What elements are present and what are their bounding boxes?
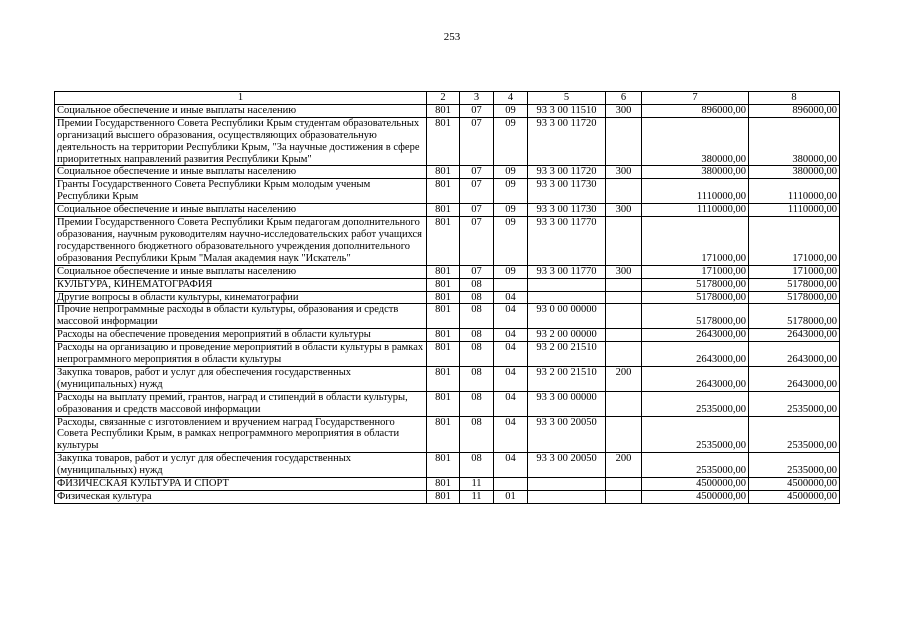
amount-cell: 5178000,00 [642,304,749,329]
table-row [55,278,840,291]
expense-type-cell [606,391,642,416]
amount-cell: 2643000,00 [642,329,749,342]
amount-cell: 380000,00 [642,117,749,166]
target-article-cell [528,491,606,504]
subsection-code-cell: 09 [494,179,528,204]
expense-type-cell [606,342,642,367]
admin-code-cell: 801 [427,329,460,342]
item-name-cell: Другие вопросы в области культуры, кинематографии [55,291,427,304]
section-code-cell: 11 [460,491,494,504]
section-code-cell: 08 [460,416,494,453]
item-name-cell: Прочие непрограммные расходы в области культуры, образования и средств массовой информации [55,304,427,329]
target-article-cell: 93 3 00 11730 [528,179,606,204]
expense-type-cell: 300 [606,166,642,179]
amount-cell: 5178000,00 [749,291,840,304]
amount-cell: 1110000,00 [642,179,749,204]
item-name-cell: Социальное обеспечение и иные выплаты населению [55,104,427,117]
amount-cell: 2535000,00 [642,453,749,478]
amount-cell: 4500000,00 [642,478,749,491]
item-name-cell: Расходы на обеспечение проведения мероприятий в области культуры [55,329,427,342]
subsection-code-cell: 04 [494,329,528,342]
subsection-code-cell: 01 [494,491,528,504]
admin-code-cell: 801 [427,366,460,391]
expense-type-cell [606,179,642,204]
section-code-cell: 07 [460,204,494,217]
amount-cell: 2643000,00 [749,366,840,391]
amount-cell: 171000,00 [749,265,840,278]
expense-type-cell: 300 [606,204,642,217]
expense-type-cell: 300 [606,265,642,278]
section-code-cell: 11 [460,478,494,491]
item-name-cell: Социальное обеспечение и иные выплаты населению [55,204,427,217]
subsection-code-cell: 09 [494,117,528,166]
target-article-cell [528,478,606,491]
amount-cell: 1110000,00 [749,179,840,204]
amount-cell: 896000,00 [642,104,749,117]
header-cell: 5 [528,92,606,105]
target-article-cell: 93 3 00 11770 [528,217,606,266]
expense-type-cell: 300 [606,104,642,117]
section-code-cell: 08 [460,342,494,367]
expense-type-cell [606,491,642,504]
target-article-cell: 93 3 00 20050 [528,453,606,478]
admin-code-cell: 801 [427,416,460,453]
admin-code-cell: 801 [427,304,460,329]
amount-cell: 2535000,00 [749,453,840,478]
table-row [55,179,840,204]
table-row [55,391,840,416]
section-code-cell: 08 [460,291,494,304]
header-cell: 6 [606,92,642,105]
expense-type-cell [606,329,642,342]
amount-cell: 380000,00 [642,166,749,179]
admin-code-cell: 801 [427,265,460,278]
amount-cell: 5178000,00 [749,278,840,291]
budget-table [54,91,840,504]
table-row [55,104,840,117]
subsection-code-cell: 04 [494,291,528,304]
header-cell: 1 [55,92,427,105]
header-cell: 2 [427,92,460,105]
target-article-cell [528,291,606,304]
admin-code-cell: 801 [427,217,460,266]
target-article-cell [528,278,606,291]
section-code-cell: 08 [460,278,494,291]
target-article-cell: 93 2 00 00000 [528,329,606,342]
header-cell: 7 [642,92,749,105]
amount-cell: 4500000,00 [749,478,840,491]
header-row [55,92,840,105]
page-number: 253 [443,31,461,43]
admin-code-cell: 801 [427,391,460,416]
amount-cell: 171000,00 [642,217,749,266]
table-row [55,291,840,304]
subsection-code-cell: 04 [494,453,528,478]
section-code-cell: 07 [460,179,494,204]
item-name-cell: Гранты Государственного Совета Республики Крым молодым ученым Республики Крым [55,179,427,204]
amount-cell: 1110000,00 [642,204,749,217]
expense-type-cell [606,304,642,329]
item-name-cell: Расходы, связанные с изготовлением и вручением наград Государственного Совета Республики Крым, в рамках непрограммного мероприятия в области культуры [55,416,427,453]
subsection-code-cell: 04 [494,391,528,416]
header-cell: 4 [494,92,528,105]
table-row [55,304,840,329]
table-row [55,366,840,391]
item-name-cell: Социальное обеспечение и иные выплаты населению [55,166,427,179]
header-cell: 8 [749,92,840,105]
amount-cell: 5178000,00 [642,278,749,291]
target-article-cell: 93 2 00 21510 [528,366,606,391]
admin-code-cell: 801 [427,453,460,478]
admin-code-cell: 801 [427,342,460,367]
item-name-cell: Закупка товаров, работ и услуг для обеспечения государственных (муниципальных) нужд [55,366,427,391]
admin-code-cell: 801 [427,278,460,291]
expense-type-cell [606,217,642,266]
item-name-cell: Премии Государственного Совета Республики Крым педагогам дополнительного образования, научным руководителям научно-исследовательских работ учащихся государственного бюджетного образовательного учреждения дополнительного образования Республики Крым "Малая академия наук "Искатель" [55,217,427,266]
subsection-code-cell: 04 [494,304,528,329]
amount-cell: 2643000,00 [749,329,840,342]
section-code-cell: 07 [460,265,494,278]
subsection-code-cell: 04 [494,342,528,367]
table-row [55,491,840,504]
item-name-cell: КУЛЬТУРА, КИНЕМАТОГРАФИЯ [55,278,427,291]
section-code-cell: 08 [460,329,494,342]
section-code-cell: 08 [460,366,494,391]
item-name-cell: ФИЗИЧЕСКАЯ КУЛЬТУРА И СПОРТ [55,478,427,491]
admin-code-cell: 801 [427,204,460,217]
expense-type-cell [606,478,642,491]
table-row [55,416,840,453]
target-article-cell: 93 3 00 11730 [528,204,606,217]
table-row [55,166,840,179]
section-code-cell: 08 [460,453,494,478]
subsection-code-cell: 04 [494,366,528,391]
amount-cell: 380000,00 [749,166,840,179]
section-code-cell: 08 [460,391,494,416]
expense-type-cell [606,278,642,291]
table-row [55,204,840,217]
subsection-code-cell: 09 [494,204,528,217]
table-row [55,478,840,491]
item-name-cell: Социальное обеспечение и иные выплаты населению [55,265,427,278]
item-name-cell: Премии Государственного Совета Республики Крым студентам образовательных организаций высшего образования, осуществляющих образовательную деятельность на территории Республики Крым, "За научные достижения в сфере приоритетных направлений развития Республики Крым" [55,117,427,166]
amount-cell: 2643000,00 [642,366,749,391]
table-row [55,453,840,478]
section-code-cell: 07 [460,166,494,179]
amount-cell: 171000,00 [749,217,840,266]
target-article-cell: 93 3 00 20050 [528,416,606,453]
admin-code-cell: 801 [427,179,460,204]
expense-type-cell [606,117,642,166]
target-article-cell: 93 3 00 11770 [528,265,606,278]
admin-code-cell: 801 [427,478,460,491]
header-cell: 3 [460,92,494,105]
amount-cell: 4500000,00 [642,491,749,504]
target-article-cell: 93 3 00 11720 [528,117,606,166]
subsection-code-cell: 09 [494,217,528,266]
amount-cell: 2643000,00 [642,342,749,367]
subsection-code-cell [494,278,528,291]
target-article-cell: 93 2 00 21510 [528,342,606,367]
expense-type-cell [606,416,642,453]
amount-cell: 2535000,00 [642,391,749,416]
expense-type-cell [606,291,642,304]
subsection-code-cell: 09 [494,166,528,179]
section-code-cell: 07 [460,104,494,117]
amount-cell: 5178000,00 [749,304,840,329]
subsection-code-cell: 04 [494,416,528,453]
subsection-code-cell: 09 [494,265,528,278]
item-name-cell: Расходы на выплату премий, грантов, наград и стипендий в области культуры, образования и средств массовой информации [55,391,427,416]
item-name-cell: Физическая культура [55,491,427,504]
amount-cell: 2535000,00 [749,391,840,416]
amount-cell: 171000,00 [642,265,749,278]
amount-cell: 2643000,00 [749,342,840,367]
subsection-code-cell: 09 [494,104,528,117]
amount-cell: 4500000,00 [749,491,840,504]
section-code-cell: 07 [460,217,494,266]
target-article-cell: 93 3 00 11510 [528,104,606,117]
target-article-cell: 93 0 00 00000 [528,304,606,329]
amount-cell: 5178000,00 [642,291,749,304]
amount-cell: 2535000,00 [642,416,749,453]
expense-type-cell: 200 [606,453,642,478]
table-row [55,265,840,278]
target-article-cell: 93 3 00 11720 [528,166,606,179]
admin-code-cell: 801 [427,104,460,117]
table-row [55,117,840,166]
section-code-cell: 08 [460,304,494,329]
amount-cell: 896000,00 [749,104,840,117]
section-code-cell: 07 [460,117,494,166]
amount-cell: 380000,00 [749,117,840,166]
admin-code-cell: 801 [427,117,460,166]
amount-cell: 1110000,00 [749,204,840,217]
table-row [55,329,840,342]
admin-code-cell: 801 [427,491,460,504]
item-name-cell: Расходы на организацию и проведение мероприятий в области культуры в рамках непрограммного мероприятия в области культуры [55,342,427,367]
target-article-cell: 93 3 00 00000 [528,391,606,416]
admin-code-cell: 801 [427,291,460,304]
table-row [55,217,840,266]
amount-cell: 2535000,00 [749,416,840,453]
subsection-code-cell [494,478,528,491]
admin-code-cell: 801 [427,166,460,179]
expense-type-cell: 200 [606,366,642,391]
item-name-cell: Закупка товаров, работ и услуг для обеспечения государственных (муниципальных) нужд [55,453,427,478]
table-row [55,342,840,367]
